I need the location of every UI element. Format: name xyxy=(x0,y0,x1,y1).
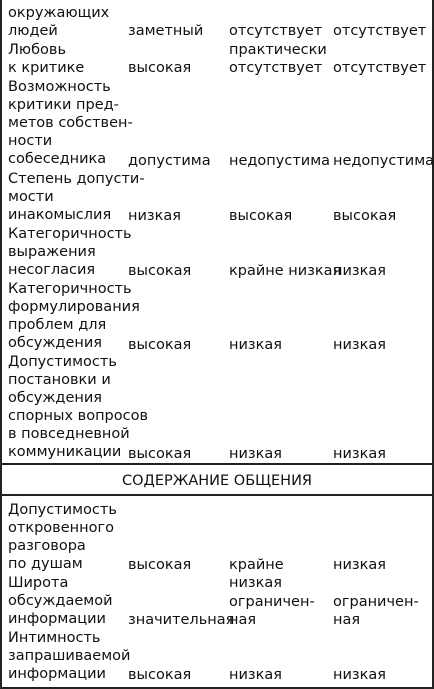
cell-col1: низкая xyxy=(128,208,181,224)
cell-col1: высокая xyxy=(128,667,192,683)
row-label: Интимность запрашиваемой информации xyxy=(8,630,131,682)
cell-col2: ограничен- ная xyxy=(229,594,315,628)
cell-col3: недопустима xyxy=(333,153,434,169)
cell-col1: высокая xyxy=(128,446,192,462)
cell-col3: низкая xyxy=(333,667,386,683)
cell-col1: значительная xyxy=(128,612,235,628)
cell-col3: отсутствует xyxy=(333,60,427,76)
cell-col1: допустима xyxy=(128,153,211,169)
cell-col3: высокая xyxy=(333,208,397,224)
divider-top xyxy=(0,463,434,465)
cell-col1: высокая xyxy=(128,557,192,573)
cell-col1: высокая xyxy=(128,337,192,353)
cell-col1: заметный xyxy=(128,23,204,39)
cell-col2: низкая xyxy=(229,337,282,353)
cell-col2: низкая xyxy=(229,446,282,462)
row-label: Допустимость постановки и обсуждения спорных вопросов в повседневной коммуникации xyxy=(8,354,149,460)
table-border-left xyxy=(0,0,2,689)
cell-col3: низкая xyxy=(333,446,386,462)
cell-col1: высокая xyxy=(128,263,192,279)
cell-col2: крайне низкая xyxy=(229,263,342,279)
cell-col2: недопустима xyxy=(229,153,331,169)
cell-col3: низкая xyxy=(333,337,386,353)
row-label: Степень допусти- мости инакомыслия xyxy=(8,171,145,223)
cell-col2: низкая xyxy=(229,667,282,683)
cell-col2: отсутствует xyxy=(229,23,323,39)
row-label: Категоричность формулирования проблем для обсуждения xyxy=(8,281,140,351)
row-label: Допустимость откровенного разговора по душам xyxy=(8,502,117,572)
cell-col2: практически отсутствует xyxy=(229,42,327,76)
cell-col2: крайне низкая xyxy=(229,557,284,591)
cell-col1: высокая xyxy=(128,60,192,76)
row-label: Возможность критики пред- метов собствен- ности собеседника xyxy=(8,79,133,167)
cell-col3: отсутствует xyxy=(333,23,427,39)
row-label: Широта обсуждаемой информации xyxy=(8,575,113,627)
row-label: Любовь к критике xyxy=(8,42,85,76)
cell-col2: высокая xyxy=(229,208,293,224)
section-header: СОДЕРЖАНИЕ ОБЩЕНИЯ xyxy=(121,473,313,489)
divider-bottom xyxy=(0,494,434,496)
row-label: Категоричность выражения несогласия xyxy=(8,226,132,278)
cell-col3: низкая xyxy=(333,557,386,573)
row-label: окружающих людей xyxy=(8,5,110,39)
cell-col3: ограничен- ная xyxy=(333,594,419,628)
cell-col3: низкая xyxy=(333,263,386,279)
